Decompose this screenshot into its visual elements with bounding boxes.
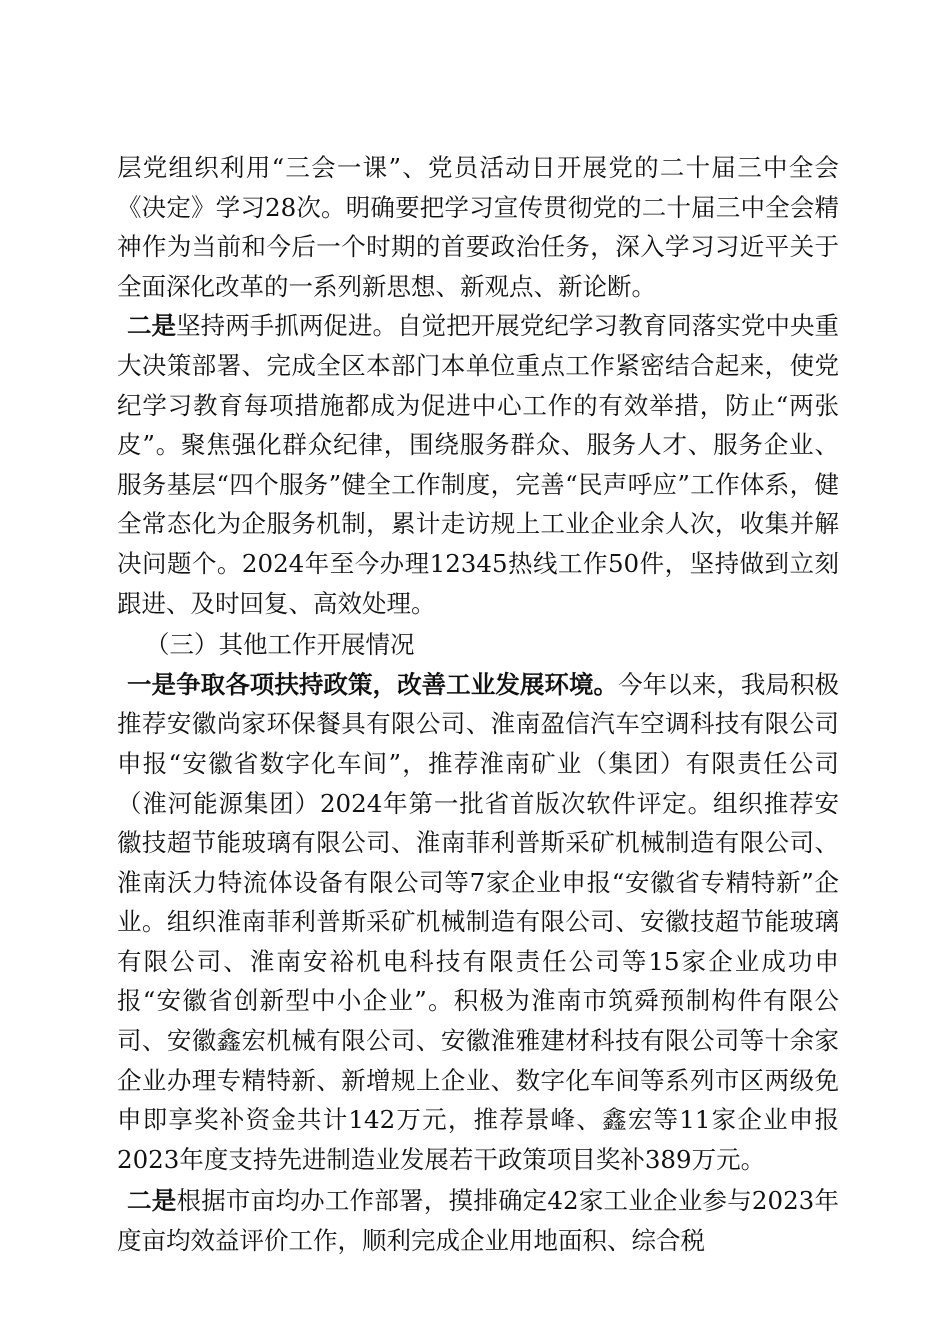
paragraph-two-hands <box>117 306 839 623</box>
paragraph-text: 层党组织利用“三会一课”、党员活动日开展党的二十届三中全会《决定》学习28次。明确要把学习宣传贯彻党的二十届三中全会精神作为当前和今后一个时期的首要政治任务，深入学习习近平关于全面深化改革的一系列新思想、新观点、新论断。 <box>117 153 839 301</box>
paragraph-party-study <box>117 148 839 306</box>
paragraph-text: 根据市亩均办工作部署，摸排确定42家工业企业参与2023年度亩均效益评价工作，顺利完成企业用地面积、综合税 <box>117 1186 840 1256</box>
heading-text: （三）其他工作开展情况 <box>145 630 415 660</box>
document-body <box>117 148 839 1261</box>
paragraph-policy-support <box>117 665 839 1180</box>
section-heading <box>117 625 839 665</box>
paragraph-lead: 二是 <box>127 1186 177 1216</box>
paragraph-lead: 一是争取各项扶持政策，改善工业发展环境。 <box>127 669 619 699</box>
paragraph-lead: 二是 <box>127 311 177 341</box>
paragraph-text: 今年以来，我局积极推荐安徽尚家环保餐具有限公司、淮南盈信汽车空调科技有限公司申报“安徽省数字化车间”，推荐淮南矿业（集团）有限责任公司（淮河能源集团）2024年第一批省首版次软件评定。组织推荐安徽技超节能玻璃有限公司、淮南菲利普斯采矿机械制造有限公司、淮南沃力特流体设备有限公司等7家企业申报“安徽省专精特新”企业。组织淮南菲利普斯采矿机械制造有限公司、安徽技超节能玻璃有限公司、淮南安裕机电科技有限责任公司等15家企业成功申报“安徽省创新型中小企业”。积极为淮南市筑舜预制构件有限公司、安徽鑫宏机械有限公司、安徽淮雅建材科技有限公司等十余家企业办理专精特新、新增规上企业、数字化车间等系列市区两级免申即享奖补资金共计142万元，推荐景峰、鑫宏等11家企业申报2023年度支持先进制造业发展若干政策项目奖补389万元。 <box>117 669 840 1174</box>
paragraph-text: 坚持两手抓两促进。自觉把开展党纪学习教育同落实党中央重大决策部署、完成全区本部门本单位重点工作紧密结合起来，使党纪学习教育每项措施都成为促进中心工作的有效举措，防止“两张皮”。聚焦强化群众纪律，围绕服务群众、服务人才、服务企业、服务基层“四个服务”健全工作制度，完善“民声呼应”工作体系，健全常态化为企服务机制，累计走访规上工业企业余人次，收集并解决问题个。2024年至今办理12345热线工作50件，坚持做到立刻跟进、及时回复、高效处理。 <box>117 311 839 618</box>
paragraph-per-mu-evaluation <box>117 1181 839 1260</box>
